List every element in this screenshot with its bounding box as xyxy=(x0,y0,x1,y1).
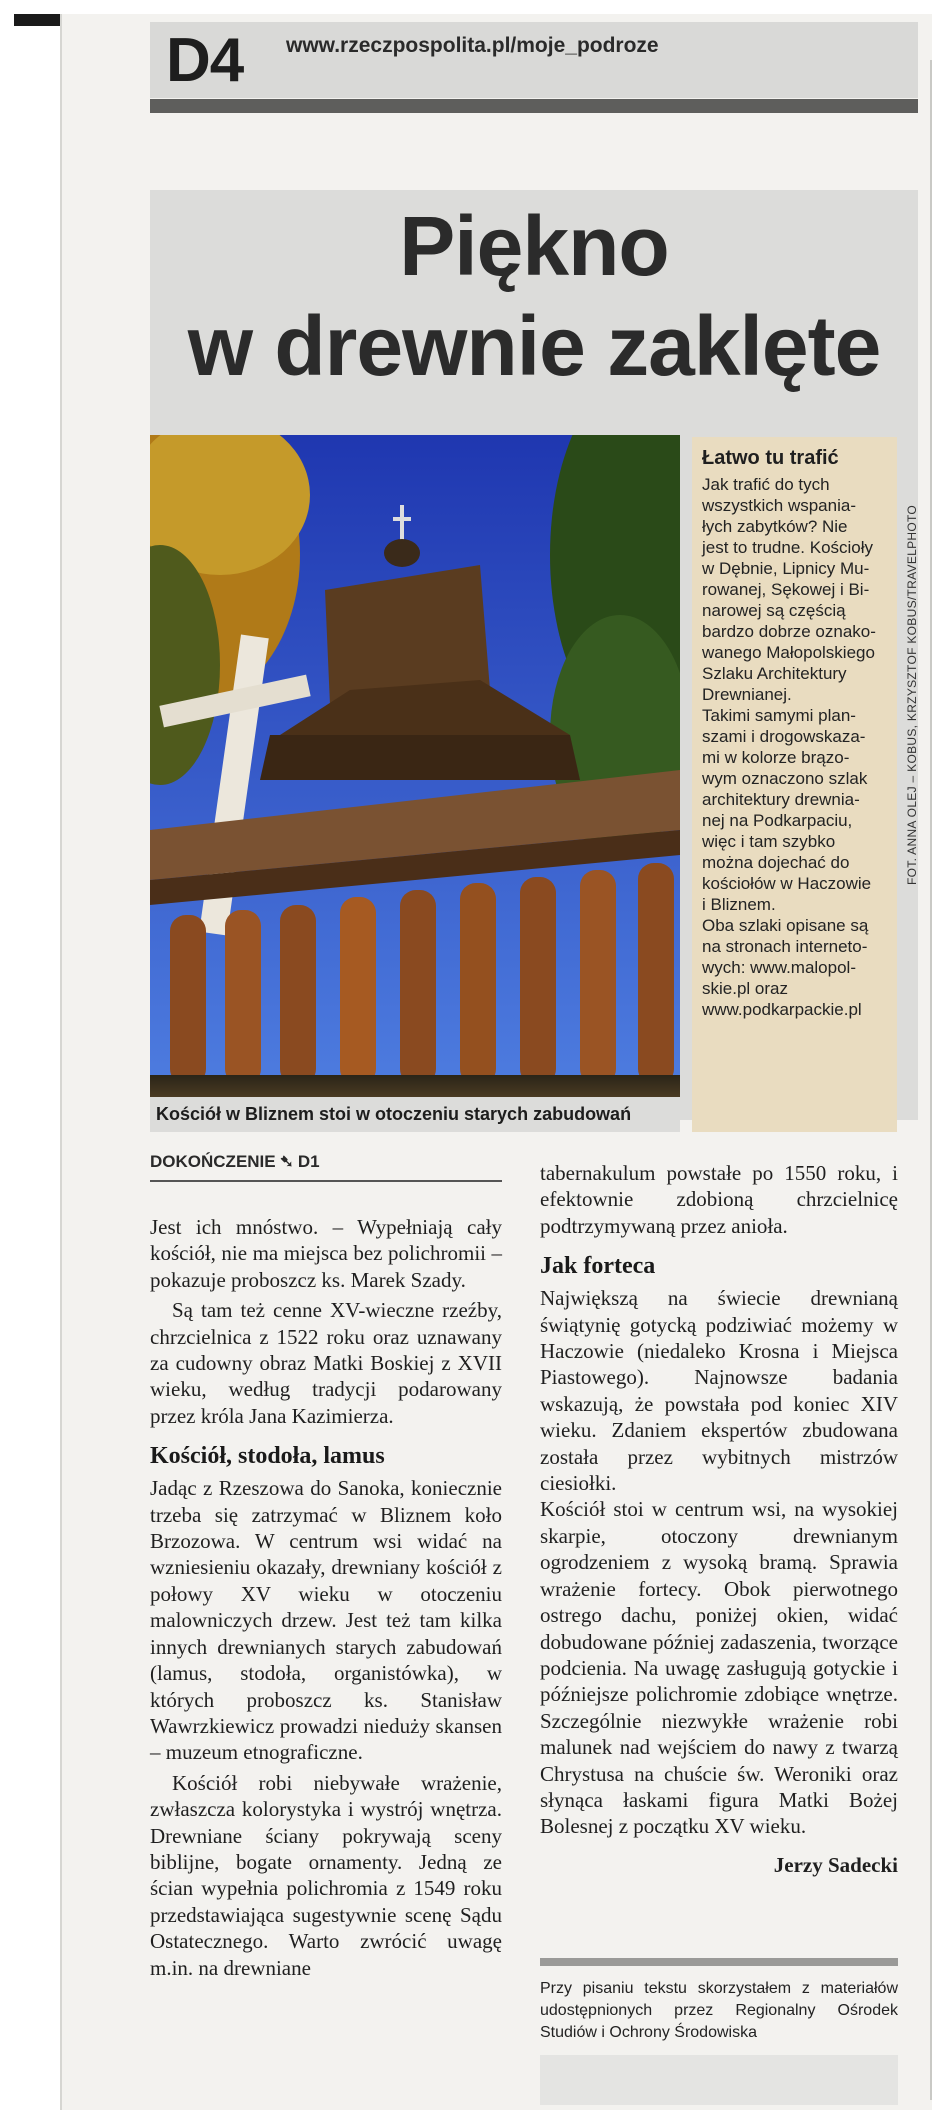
article-paragraph: Jest ich mnóstwo. – Wypełniają cały kościół, nie ma miejsca bez polichromii – pokazuje proboszcz ks. Marek Szady. xyxy=(150,1215,502,1292)
article-column-right xyxy=(540,1160,898,1878)
header-bar xyxy=(150,99,918,113)
ground xyxy=(150,1075,680,1097)
note-backdrop xyxy=(540,2055,898,2105)
photo-caption: Kościół w Bliznem stoi w otoczeniu starych zabudowań xyxy=(150,1098,680,1132)
article-paragraph: Jadąc z Rzeszowa do Sanoka, koniecznie trzeba się zatrzymać w Bliznem koło Brzozowa. W centrum wsi widać na wzniesieniu okazały, drewniany kościół z połowy XV wieku w otoczeniu malowniczych drzew. Jest też tam kilka innych drewnianych starych zabudowań (lamus, stodoła, organistówka), w których proboszcz ks. Stanisław Wawrzkiewicz prowadzi nieduży skansen – muzeum etnograficzne. xyxy=(150,1476,502,1765)
article-paragraph: Kościół stoi w centrum wsi, na wysokiej skarpie, otoczony drewnianym ogrodzeniem z wysoką bramą. Sprawia wrażenie fortecy. Obok pierwotnego ostrego dachu, poniżej okien, widać dobudowane później zadaszenia, tworzące podcienia. Na uwagę zasługują gotyckie i późniejsze polichromie zdobiące wnętrze. Szczególnie niezwykłe wrażenie robi malunek nad wejściem do nawy z twarzą Chrystusa na chuście św. Weroniki oraz słynąca łaskami figura Matki Bożej Bolesnej z początku XV wieku. xyxy=(540,1497,898,1839)
continuation-arrow-icon: ➷ xyxy=(279,1152,294,1171)
article-paragraph: tabernakulum powstałe po 1550 roku, i efektownie zdobioną chrzcielnicę podtrzymywaną przez anioła. xyxy=(540,1161,898,1238)
continuation-label xyxy=(150,1152,320,1172)
sidebar-title: Łatwo tu trafić xyxy=(702,447,839,469)
continuation-ref: D1 xyxy=(297,1152,320,1171)
headline-line-2: w drewnie zaklęte xyxy=(187,299,881,393)
church-photo xyxy=(150,435,680,1097)
page-edge-rule xyxy=(930,60,932,2100)
source-note: Przy pisaniu tekstu skorzystałem z materiałów udostępnionych przez Regionalny Ośrodek Studiów i Ochrony Środowiska xyxy=(540,1980,898,2041)
subheading: Jak forteca xyxy=(540,1253,656,1280)
article-paragraph: Największą na świecie drewnianą świątynię gotycką podziwiać możemy w Haczowie (niedaleko Krosna i Miejsca Piastowego). Najnowsze badania wskazują, że powstała pod koniec XIV wieku. Zdaniem ekspertów zbudowana została przez wybitnych mistrzów ciesiołki. xyxy=(540,1286,898,1496)
headline-line-1: Piękno xyxy=(399,199,669,293)
note-rule xyxy=(540,1958,898,1966)
section-label: D4 xyxy=(166,26,244,95)
article-paragraph: Kościół robi niebywałe wrażenie, zwłaszcza kolorystyka i wystrój wnętrza. Drewniane ściany pokrywają sceny biblijne, bogate ornamenty. Jedną ze ścian wypełnia polichromia z 1549 roku przedstawiająca sugestywnie scenę Sądu Ostatecznego. Warto zwrócić uwagę m.in. na drewniane xyxy=(150,1770,502,1980)
author-byline: Jerzy Sadecki xyxy=(773,1852,898,1877)
info-sidebar xyxy=(692,437,897,1132)
continuation-rule xyxy=(150,1180,502,1182)
church-photo-illustration xyxy=(150,435,680,1097)
headline xyxy=(150,196,918,396)
scan-edge xyxy=(14,14,60,26)
sidebar-text: Jak trafić do tych wszystkich wspania- łych zabytków? Nie jest to trudne. Kościoły w Dębnie, Lipnicy Mu- rowanej, Sękowej i Bi- narowej są częścią bardzo dobrze oznako- wanego Małopolskiego Szlaku Architektury Drewnianej. Takimi samymi plan- szami i drogowskaza- mi w kolorze brązo- wym oznaczono szlak architektury drewnia- nej na Podkarpaciu, więc i tam szybko można dojechać do kościołów w Haczowie i Bliznem. Oba szlaki opisane są na stronach interneto- wych: www.malopol- skie.pl oraz www.podkarpackie.pl xyxy=(702,475,876,1019)
photo-credit: FOT. ANNA OLEJ – KOBUS, KRZYSZTOF KOBUS/TRAVELPHOTO xyxy=(905,504,919,885)
subheading: Kościół, stodoła, lamus xyxy=(150,1443,385,1470)
article-column-left xyxy=(150,1214,502,1981)
continuation-text: DOKOŃCZENIE xyxy=(150,1152,276,1171)
article-paragraph: Są tam też cenne XV-wieczne rzeźby, chrzcielnica z 1522 roku oraz uznawany za cudowny obraz Matki Boskiej z XVII wieku, według tradycji podarowany przez króla Jana Kazimierza. xyxy=(150,1298,502,1428)
section-url: www.rzeczpospolita.pl/moje_podroze xyxy=(286,34,659,57)
